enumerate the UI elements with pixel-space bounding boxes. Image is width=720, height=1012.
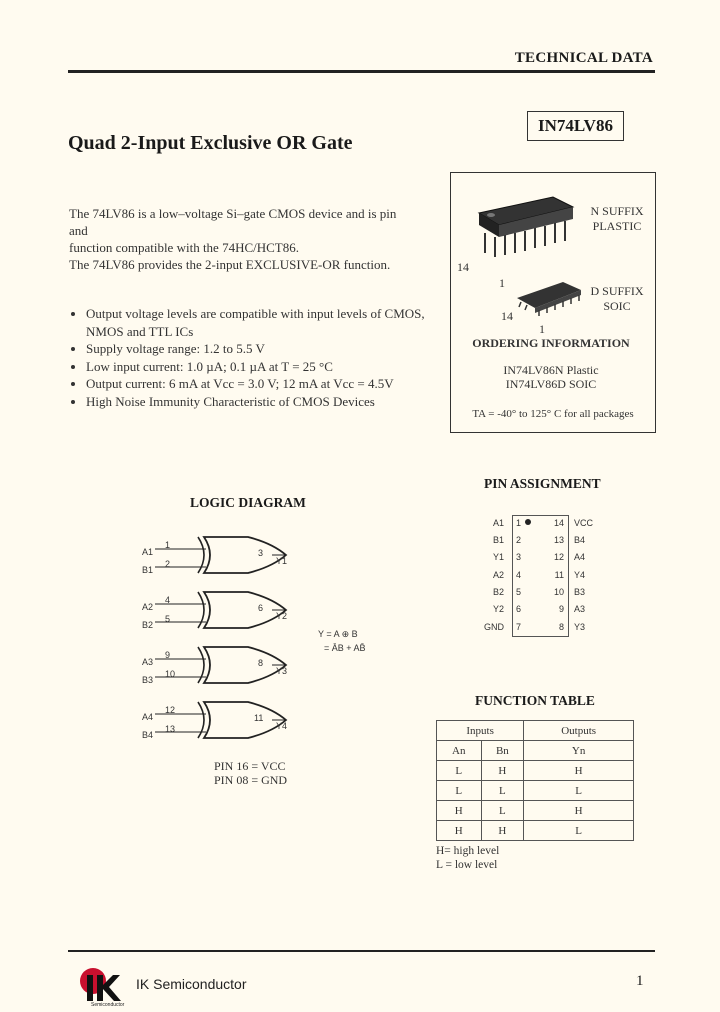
table-cell: L: [524, 821, 634, 841]
pin-name-left: A1: [492, 518, 504, 528]
gate-output-label: Y2: [276, 611, 288, 621]
description: [69, 205, 441, 273]
column-header: An: [437, 741, 482, 761]
header-rule: [68, 70, 655, 73]
pin-name-left: B1: [492, 535, 504, 545]
outputs-header: Outputs: [524, 721, 634, 741]
ordering-item: IN74LV86D SOIC: [505, 377, 597, 391]
d-type-label: SOIC: [603, 299, 631, 313]
gate-input-b-label: B3: [142, 675, 154, 685]
pin-number-left: 2: [516, 535, 522, 545]
pin-number-right: 10: [553, 587, 564, 597]
pin-name-right: A4: [574, 552, 586, 562]
pin-name-left: GND: [484, 622, 504, 632]
n-suffix-label: N SUFFIX: [590, 204, 644, 218]
n-type-label: PLASTIC: [592, 219, 642, 233]
equation-line: = ĀB + AB̄: [324, 643, 366, 653]
gate-input-a-label: A3: [142, 657, 154, 667]
pin-name-right: VCC: [574, 518, 594, 528]
table-note: H= high level: [436, 845, 500, 857]
pin08-note: PIN 08 = GND: [214, 773, 288, 787]
pin-assignment-title: PIN ASSIGNMENT: [484, 476, 601, 491]
description-line: function compatible with the 74HC/HCT86.: [69, 240, 299, 255]
ordering-title: ORDERING INFORMATION: [472, 336, 630, 350]
pin-number-right: 12: [553, 552, 564, 562]
gate-pin-label: 2: [165, 559, 171, 569]
pin-name-left: Y1: [492, 552, 504, 562]
temperature-note: TA = -40° to 125° C for all packages: [472, 408, 634, 420]
function-table-title: FUNCTION TABLE: [475, 693, 595, 708]
pin-number-left: 5: [516, 587, 522, 597]
table-row: [437, 821, 634, 841]
gate-pin-label: 5: [165, 614, 171, 624]
column-header: Yn: [524, 741, 634, 761]
pin-number-right: 13: [553, 535, 564, 545]
table-cell: H: [437, 801, 482, 821]
gate-input-a-label: A4: [142, 712, 154, 722]
logic-diagram: [140, 535, 300, 750]
table-notes: [436, 845, 499, 872]
gate-input-b-label: B2: [142, 620, 154, 630]
page-title: Quad 2-Input Exclusive OR Gate: [68, 132, 353, 154]
pin-number-left: 4: [516, 570, 522, 580]
gate-output-label: Y1: [276, 556, 288, 566]
gate-input-b-label: B1: [142, 565, 154, 575]
table-row: [437, 801, 634, 821]
logic-diagram-title: LOGIC DIAGRAM: [190, 495, 306, 510]
table-cell: H: [524, 761, 634, 781]
inputs-header: Inputs: [437, 721, 524, 741]
table-note: L = low level: [436, 858, 498, 871]
description-line: The 74LV86 provides the 2-input EXCLUSIVE-OR function.: [69, 257, 391, 272]
gate-pin-label: 10: [165, 669, 176, 679]
gate-pin-label: 4: [165, 595, 171, 605]
table-cell: H: [437, 821, 482, 841]
table-cell: L: [524, 781, 634, 801]
pin-number-left: 7: [516, 622, 522, 632]
gate-pin-label: 3: [258, 548, 264, 558]
ik-logo-icon: [75, 965, 133, 1007]
feature-list: [66, 305, 438, 410]
page-number: 1: [636, 973, 644, 989]
feature-item: • Supply voltage range: 1.2 to 5.5 V: [86, 340, 438, 358]
pin-number-right: 14: [553, 518, 564, 528]
feature-item: • Output current: 6 mA at Vcc = 3.0 V; 12 mA at Vcc = 4.5V: [86, 375, 438, 393]
pin-name-left: B2: [492, 587, 504, 597]
pin-name-left: A2: [492, 570, 504, 580]
gate-pin-label: 13: [165, 724, 176, 734]
equation-line: Y = A ⊕ B: [318, 629, 358, 639]
table-cell: H: [524, 801, 634, 821]
description-line: and: [69, 223, 88, 238]
table-cell: L: [481, 801, 524, 821]
header-title: TECHNICAL DATA: [514, 50, 653, 66]
gate-output-label: Y3: [276, 666, 288, 676]
pin-number-left: 3: [516, 552, 522, 562]
pin-number-right: 9: [558, 604, 564, 614]
pin-name-right: B3: [574, 587, 586, 597]
table-cell: L: [437, 781, 482, 801]
gate-output-label: Y4: [276, 721, 288, 731]
soic-pin14-label: 14: [501, 309, 513, 323]
pin-number-left: 6: [516, 604, 522, 614]
table-row: [437, 761, 634, 781]
pin16-note: PIN 16 = VCC: [214, 759, 286, 773]
package-box: [450, 172, 656, 433]
logo-subtext: Semiconductor: [91, 1002, 125, 1007]
d-suffix-label: D SUFFIX: [590, 284, 644, 298]
gate-pin-label: 1: [165, 540, 171, 550]
gate-pin-label: 8: [258, 658, 264, 668]
pin-name-right: A3: [574, 604, 586, 614]
pin-number-left: 1: [516, 518, 522, 528]
soic-pin1-label: 1: [539, 322, 545, 336]
gate-input-b-label: B4: [142, 730, 154, 740]
column-header: Bn: [481, 741, 524, 761]
pin1-dot-icon: [524, 518, 532, 526]
pin-name-left: Y2: [492, 604, 504, 614]
table-cell: L: [481, 781, 524, 801]
company-name: IK Semiconductor: [136, 976, 247, 992]
part-number-box: IN74LV86: [527, 111, 624, 141]
table-cell: H: [481, 821, 524, 841]
dip-package-icon: [461, 193, 581, 283]
feature-item: • High Noise Immunity Characteristic of CMOS Devices: [86, 393, 438, 411]
ordering-item: IN74LV86N Plastic: [503, 363, 599, 377]
pin-name-right: Y3: [574, 622, 586, 632]
pin-number-right: 8: [558, 622, 564, 632]
gate-input-a-label: A1: [142, 547, 154, 557]
feature-item: • Low input current: 1.0 µA; 0.1 µA at T = 25 °C: [86, 358, 438, 376]
feature-item: • Output voltage levels are compatible with input levels of CMOS, NMOS and TTL ICs: [86, 305, 438, 340]
table-row: [437, 781, 634, 801]
dip-pin1-label: 1: [499, 276, 505, 290]
dip-pin14-label: 14: [457, 260, 469, 274]
gate-pin-label: 9: [165, 650, 171, 660]
table-cell: L: [437, 761, 482, 781]
pin-name-right: Y4: [574, 570, 586, 580]
function-table: [436, 720, 634, 841]
gate-pin-label: 11: [254, 713, 264, 723]
pin-name-right: B4: [574, 535, 586, 545]
gate-input-a-label: A2: [142, 602, 154, 612]
pin-number-right: 11: [554, 570, 564, 580]
gate-pin-label: 12: [165, 705, 176, 715]
footer-rule: [68, 950, 655, 952]
gate-pin-label: 6: [258, 603, 264, 613]
description-line: The 74LV86 is a low–voltage Si–gate CMOS device and is pin: [69, 206, 397, 221]
table-cell: H: [481, 761, 524, 781]
